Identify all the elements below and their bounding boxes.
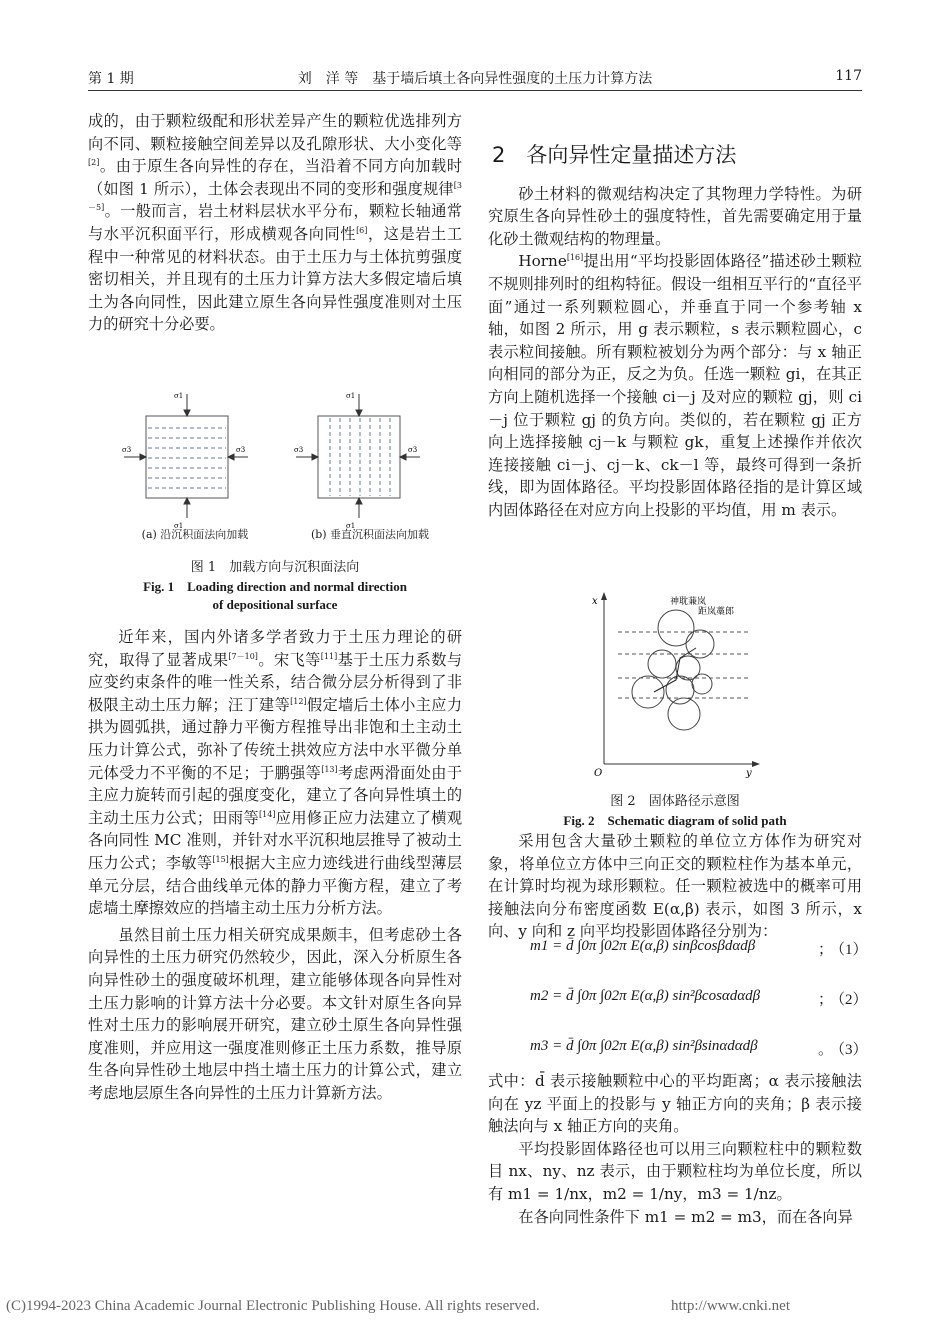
left-column-lower [88, 626, 462, 1104]
paragraph: 式中：d̄ 表示接触颗粒中心的平均距离；α 表示接触法向在 yz 平面上的投影与 y 轴正方向的夹角；β 表示接触法向与 x 轴正方向的夹角。 [488, 1072, 862, 1136]
sigma1-label: σ1 [346, 522, 356, 530]
cnki-link[interactable]: http://www.cnki.net [670, 1298, 790, 1314]
section-heading: 2 各向异性定量描述方法 [492, 143, 737, 167]
paragraph: 虽然目前土压力相关研究成果颇丰，但考虑砂土各向异性的土压力研究仍然较少，因此，深入分析原生各向异性砂土的强度破坏机理，建立能够体现各向异性对土压力影响的计算方法十分必要。本文针对原生各向异性对土压力的影响展开研究，建立砂土原生各向异性强度准则，并应用这一强度准则修正土压力系数，推导原生各向异性砂土地层中挡土墙土压力的计算公式，建立考虑地层原生各向异性的土压力计算新方法。 [88, 925, 462, 1102]
figure-1-graphic [118, 388, 438, 548]
running-header [88, 66, 862, 91]
sigma3-label: σ3 [408, 446, 418, 454]
fig1-caption-cn: 图 1 加载方向与沉积面法向 [190, 560, 360, 575]
equation-2: m2 = d̄ ∫0π ∫02π E(α,β) sin²βcosαdαdβ [530, 988, 761, 1004]
figure-1 [118, 388, 438, 548]
right-column-lower [488, 830, 862, 943]
paragraph: 平均投影固体路径也可以用三向颗粒柱中的颗粒数目 nx、ny、nz 表示，由于颗粒柱均为单位长度，所以有 m1 = 1/nx，m2 = 1/ny，m3 = 1/nz。 [488, 1139, 862, 1203]
paragraph: 采用包含大量砂土颗粒的单位立方体作为研究对象，将单位立方体中三向正交的颗粒柱作为基本单元，在计算时均视为球形颗粒。任一颗粒被选中的概率可用接触法向分布密度函数 E(α,β) 表示，如图 3 所示，x 向、y 向和 z 向平均投影固体路径分别为： [488, 832, 862, 941]
equation-3-number: （3） [830, 1042, 868, 1058]
paragraph: Horne[16]提出用“平均投影固体路径”描述砂土颗粒不规则排列时的组构特征。假设一组相互平行的“直径平面”通过一系列颗粒圆心，并垂直于同一个参考轴 x 轴，如图 2 所示，用 g 表示颗粒，s 表示颗粒圆心，c 表示粒间接触。所有颗粒被划分为两个部分：与 x 轴正向相同的部分为正，反之为负。任选一颗粒 gi，在其正方向上随机选择一个接触 ci－j 及对应的颗粒 gj，则 ci－j 位于颗粒 gj 的负方向。类似的，若在颗粒 gj 正方向上选择接触 cj－k 与颗粒 gk，重复上述操作并依次连接接触 ci－j、cj－k、ck－l 等，最终可得到一条折线，即为固体路径。平均投影固体路径指的是计算区域内固体路径在对应方向上投影的平均值，用 m 表示。 [488, 252, 862, 519]
origin-label: O [594, 768, 603, 778]
figure-2 [588, 588, 768, 778]
sigma1-label: σ1 [346, 392, 356, 400]
page-number: 117 [835, 68, 862, 84]
sigma1-label: σ1 [174, 392, 184, 400]
paragraph: 在各向同性条件下 m1 = m2 = m3，而在各向异 [518, 1207, 853, 1226]
equation-2-end: ； [818, 992, 834, 1008]
issue-number: 第 1 期 [88, 71, 134, 87]
running-title: 刘 洋 等 基于墙后填土各向异性强度的土压力计算方法 [297, 71, 653, 87]
right-column-bottom [488, 1070, 862, 1228]
x-axis-label: x [592, 596, 598, 607]
sigma1-label: σ1 [174, 522, 184, 530]
fig2-caption-cn: 图 2 固体路径示意图 [610, 794, 740, 809]
paragraph: 砂土材料的微观结构决定了其物理力学特性。为研究原生各向异性砂土的强度特性，首先需要确定用于量化砂土微观结构的物理量。 [488, 184, 862, 248]
y-axis-label: y [746, 768, 752, 778]
paragraph: 成的，由于颗粒级配和形状差异产生的颗粒优选排列方向不同、颗粒接触空间差异以及孔隙形状、大小变化等[2]。由于原生各向异性的存在，当沿着不同方向加载时（如图 1 所示），土体会表现出不同的变形和强度规律[3－5]。一般而言，岩土材料层状水平分布，颗粒长轴通常与水平沉积面平行，形成横观各向同性[6]，这是岩土工程中一种常见的材料状态。由于土压力与土体抗剪强度密切相关，并且现有的土压力计算方法大多假定墙后填土为各向同性，因此建立原生各向异性强度准则对土压力的研究十分必要。 [88, 112, 463, 334]
fig1-caption-en: Fig. 1 Loading direction and normal direction of depositional surface [143, 579, 407, 612]
figure-annotation: 神耽蒹岚 [670, 597, 707, 607]
paragraph: 近年来，国内外诸多学者致力于土压力理论的研究，取得了显著成果[7－10]。宋飞等[11]基于土压力系数与应变约束条件的唯一性关系，结合微分层分析得到了非极限主动土压力解；汪丁建等[12]假定墙后土体小主应力拱为圆弧拱，通过静力平衡方程推导出非饱和土主动土压力计算公式，弥补了传统土拱效应方法中水平微分单元体受力不平衡的不足；于鹏强等[13]考虑两滑面处由于主应力旋转而引起的强度变化，建立了各向异性填土的主动土压力公式；田雨等[14]应用修正应力法建立了横观各向同性 MC 准则，并针对水平沉积地层推导了被动土压力公式；李敏等[15]根据大主应力迹线进行曲线型薄层单元分层，结合曲线单元体的静力平衡方程，建立了考虑墙土摩擦效应的挡墙主动土压力分析方法。 [88, 628, 463, 918]
copyright-text: (C)1994-2023 China Academic Journal Electronic Publishing House. All rights reserved. [6, 1298, 540, 1314]
equation-3-end: 。 [818, 1042, 834, 1058]
fig2-caption-en: Fig. 2 Schematic diagram of solid path [563, 813, 787, 828]
fig1-sub-b: (b) 垂直沉积面法向加载 [310, 528, 430, 541]
figure-2-graphic [588, 588, 768, 778]
sigma3-label: σ3 [122, 446, 132, 454]
equation-3: m3 = d̄ ∫0π ∫02π E(α,β) sin²βsinαdαdβ [530, 1038, 758, 1054]
figure-annotation: 距岚藁郎 [698, 607, 735, 617]
sigma3-label: σ3 [236, 446, 246, 454]
equation-1-end: ； [818, 942, 834, 958]
sigma3-label: σ3 [294, 446, 304, 454]
right-column [488, 110, 862, 522]
equation-1-number: （1） [830, 942, 868, 958]
fig1-sub-a: (a) 沿沉积面法向加载 [141, 528, 249, 541]
left-column [88, 110, 462, 336]
equation-1: m1 = d̄ ∫0π ∫02π E(α,β) sinβcosβdαdβ [530, 938, 756, 954]
equation-2-number: （2） [830, 992, 868, 1008]
